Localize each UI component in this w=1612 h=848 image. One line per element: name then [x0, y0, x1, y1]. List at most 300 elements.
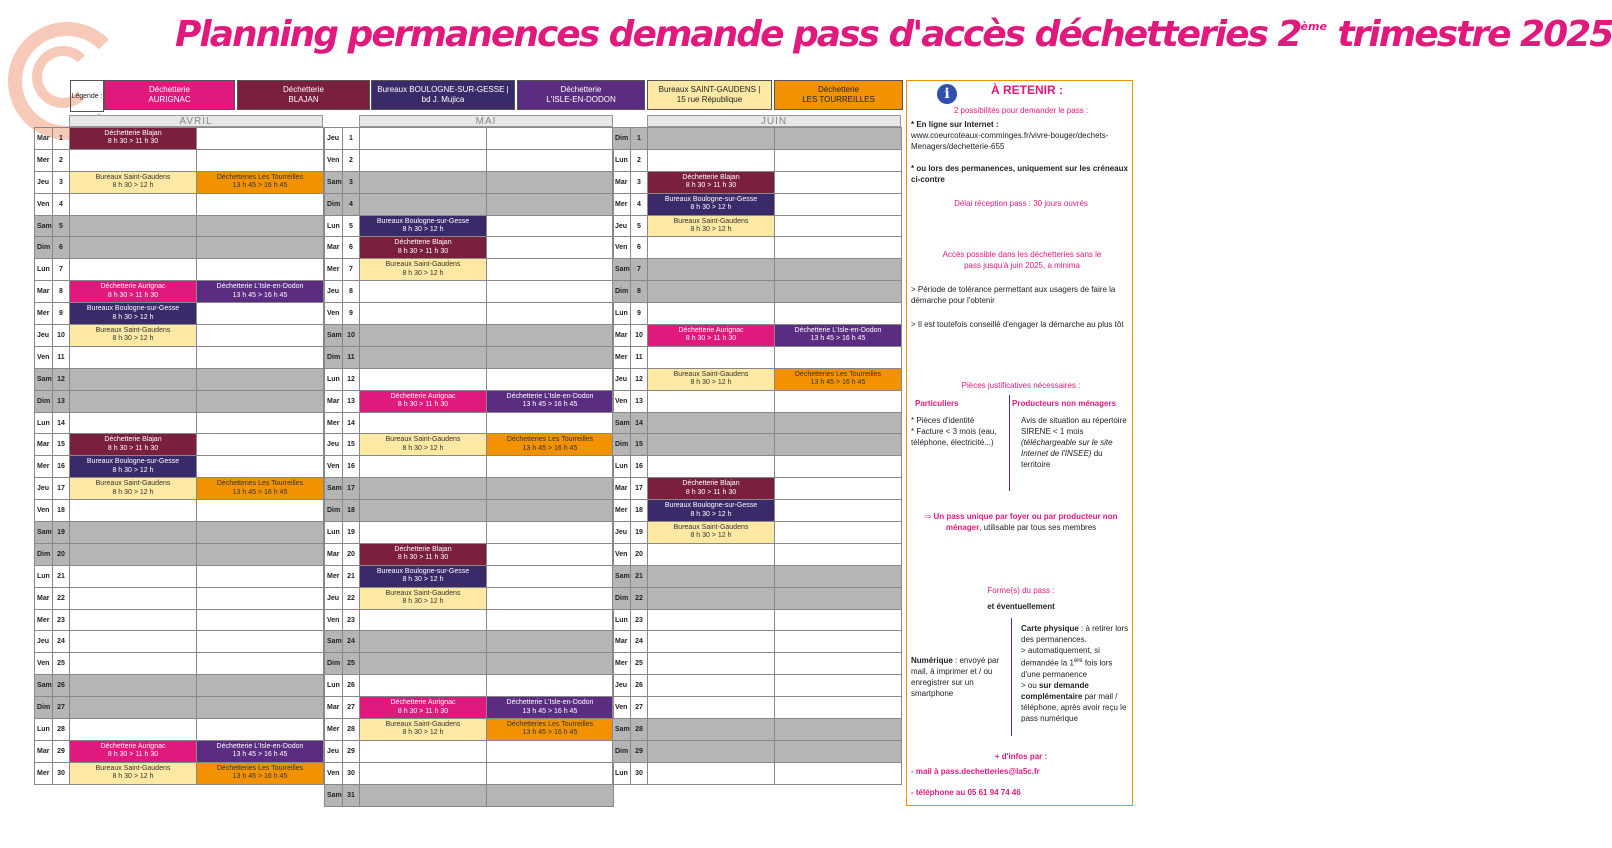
day-number: 19 [53, 522, 70, 544]
day-name: Sam [325, 171, 343, 193]
day-row [35, 478, 324, 500]
day-name: Sam [613, 719, 631, 741]
day-row [325, 303, 614, 325]
day-row [35, 631, 324, 653]
day-number: 18 [53, 500, 70, 522]
slot-empty [487, 171, 614, 193]
legend-item-line2: bd J. Mujica [421, 95, 465, 104]
possibilities: 2 possibilités pour demander le pass : [953, 106, 1089, 115]
slot-empty [360, 653, 487, 675]
legend-item-line2: 15 rue République [676, 95, 743, 104]
day-row [325, 171, 614, 193]
slot-empty [70, 193, 197, 215]
day-number: 12 [631, 368, 648, 390]
slot-place: Bureaux Boulogne-sur-Gesse [376, 217, 470, 225]
slot-hours: 13 h 45 > 16 h 45 [522, 401, 578, 409]
slot-empty [648, 653, 775, 675]
slot-empty [360, 149, 487, 171]
day-name: Sam [325, 631, 343, 653]
slot-empty [648, 697, 775, 719]
slot-empty [775, 740, 902, 762]
slot-place: Déchetteries Les Tourreilles [506, 720, 594, 728]
day-name: Ven [325, 456, 343, 478]
slot-empty [648, 719, 775, 741]
slot-place: Déchetterie L'Isle-en-Dodon [216, 283, 304, 291]
slot-hours: 13 h 45 > 16 h 45 [810, 335, 866, 343]
slot-empty [70, 675, 197, 697]
day-number: 23 [631, 609, 648, 631]
day-name: Lun [325, 675, 343, 697]
slot-hours: 8 h 30 > 12 h [112, 313, 154, 321]
legend-label: Légende : [70, 80, 104, 112]
month-header: AVRIL [69, 115, 323, 127]
slot-empty [487, 368, 614, 390]
slot-stg [648, 215, 775, 237]
day-number: 11 [343, 346, 360, 368]
slot-tour [197, 171, 324, 193]
day-row [35, 171, 324, 193]
day-name: Mer [613, 346, 631, 368]
slot-stg [360, 587, 487, 609]
day-row [35, 128, 324, 150]
slot-empty [360, 193, 487, 215]
slot-aurignac [360, 697, 487, 719]
slot-empty [487, 762, 614, 784]
day-number: 22 [343, 587, 360, 609]
slot-empty [487, 522, 614, 544]
slot-tour [197, 478, 324, 500]
forms-sub: et éventuellement [987, 602, 1055, 611]
slot-empty [775, 522, 902, 544]
day-row [325, 522, 614, 544]
day-row [325, 609, 614, 631]
slot-empty [775, 171, 902, 193]
day-number: 15 [631, 434, 648, 456]
slot-hours: 8 h 30 > 11 h 30 [107, 138, 159, 146]
slot-place: Bureaux Saint-Gaudens [385, 436, 461, 444]
slot-empty [197, 631, 324, 653]
day-row [325, 193, 614, 215]
slot-hours: 8 h 30 > 12 h [402, 729, 444, 737]
day-number: 3 [343, 171, 360, 193]
slot-empty [197, 215, 324, 237]
slot-hours: 8 h 30 > 11 h 30 [107, 751, 159, 759]
slot-empty [70, 346, 197, 368]
day-number: 1 [343, 128, 360, 150]
day-row [35, 281, 324, 303]
slot-empty [648, 740, 775, 762]
day-name: Mer [613, 193, 631, 215]
day-name: Dim [613, 587, 631, 609]
day-name: Lun [613, 609, 631, 631]
day-number: 28 [631, 719, 648, 741]
slot-empty [197, 303, 324, 325]
slot-empty [775, 237, 902, 259]
day-row [35, 434, 324, 456]
slot-empty [648, 609, 775, 631]
slot-empty [775, 149, 902, 171]
slot-empty [70, 522, 197, 544]
day-name: Mer [35, 303, 53, 325]
day-name: Jeu [613, 675, 631, 697]
slot-place: Bureaux Boulogne-sur-Gesse [86, 458, 180, 466]
slot-empty [648, 412, 775, 434]
slot-empty [360, 740, 487, 762]
slot-place: Bureaux Saint-Gaudens [673, 523, 749, 531]
day-row [325, 478, 614, 500]
day-name: Mer [325, 259, 343, 281]
day-number: 19 [343, 522, 360, 544]
contact-phone[interactable]: - téléphone au 05 61 94 74 46 [911, 788, 1021, 797]
slot-empty [487, 281, 614, 303]
day-name: Sam [325, 478, 343, 500]
day-row [325, 128, 614, 150]
slot-hours: 8 h 30 > 12 h [402, 598, 444, 606]
slot-hours: 8 h 30 > 12 h [690, 532, 732, 540]
day-number: 5 [343, 215, 360, 237]
day-row [325, 434, 614, 456]
day-name: Lun [325, 522, 343, 544]
online-url[interactable]: www.coeurcoteaux-comminges.fr/vivre-bouger/dechets-Menagers/dechetterie-655 [911, 131, 1109, 151]
day-name: Mar [35, 128, 53, 150]
day-row [35, 609, 324, 631]
day-row [613, 587, 902, 609]
slot-empty [360, 303, 487, 325]
day-number: 8 [53, 281, 70, 303]
day-row [35, 587, 324, 609]
month-header: MAI [359, 115, 613, 127]
day-name: Mar [325, 697, 343, 719]
day-number: 27 [631, 697, 648, 719]
day-row [613, 500, 902, 522]
day-name: Mer [35, 762, 53, 784]
day-row [35, 390, 324, 412]
slot-empty [487, 346, 614, 368]
slot-empty [70, 149, 197, 171]
day-number: 14 [631, 412, 648, 434]
card-text: Carte physique : à retirer lors des permanences. > automatiquement, si demandée la 1ère fois lors d'une permanence > ou sur demande complémentaire par mail / téléphone, après avoir reçu le pass numérique [1021, 624, 1129, 723]
day-number: 31 [343, 784, 360, 806]
slot-empty [70, 500, 197, 522]
slot-place: Bureaux Saint-Gaudens [95, 326, 171, 334]
col-producteurs-title: Producteurs non ménagers [1012, 399, 1117, 408]
slot-empty [70, 697, 197, 719]
tolerance-note: > Période de tolérance permettant aux usagers de faire la démarche pour l'obtenir [911, 285, 1116, 305]
slot-stg [70, 762, 197, 784]
slot-empty [197, 149, 324, 171]
slot-empty [775, 303, 902, 325]
slot-hours: 8 h 30 > 12 h [690, 204, 732, 212]
slot-empty [487, 543, 614, 565]
slot-empty [360, 128, 487, 150]
more-info-title: + d'infos par : [994, 752, 1048, 761]
day-row [325, 543, 614, 565]
day-name: Jeu [35, 631, 53, 653]
slot-hours: 8 h 30 > 11 h 30 [685, 182, 737, 190]
slot-empty [775, 565, 902, 587]
day-name: Jeu [613, 215, 631, 237]
day-row [613, 762, 902, 784]
day-row [325, 281, 614, 303]
slot-hours: 13 h 45 > 16 h 45 [232, 291, 288, 299]
slot-stg [360, 434, 487, 456]
day-name: Mar [613, 171, 631, 193]
day-number: 29 [631, 740, 648, 762]
day-row [325, 762, 614, 784]
day-name: Ven [325, 303, 343, 325]
slot-empty [197, 325, 324, 347]
slot-empty [648, 390, 775, 412]
day-name: Jeu [613, 522, 631, 544]
month-table [34, 127, 324, 785]
day-row [35, 215, 324, 237]
unique-pass-note: ⇨ Un pass unique par foyer ou par producteur non ménager, utilisable par tous ses membres [924, 512, 1118, 532]
day-row [613, 215, 902, 237]
day-row [325, 500, 614, 522]
slot-empty [197, 587, 324, 609]
slot-empty [487, 740, 614, 762]
day-row [613, 434, 902, 456]
day-name: Sam [35, 675, 53, 697]
slot-empty [775, 193, 902, 215]
slot-isle [487, 697, 614, 719]
slot-hours: 13 h 45 > 16 h 45 [810, 379, 866, 387]
day-name: Ven [35, 500, 53, 522]
slot-empty [197, 456, 324, 478]
day-number: 8 [343, 281, 360, 303]
day-number: 29 [53, 740, 70, 762]
slot-empty [197, 412, 324, 434]
slot-stg [360, 719, 487, 741]
day-row [325, 215, 614, 237]
slot-empty [197, 390, 324, 412]
day-number: 10 [53, 325, 70, 347]
day-name: Sam [325, 325, 343, 347]
day-number: 18 [631, 500, 648, 522]
day-number: 6 [53, 237, 70, 259]
day-number: 6 [343, 237, 360, 259]
slot-empty [648, 303, 775, 325]
slot-empty [775, 587, 902, 609]
slot-place: Bureaux Saint-Gaudens [673, 217, 749, 225]
day-number: 9 [53, 303, 70, 325]
day-number: 3 [631, 171, 648, 193]
day-number: 25 [53, 653, 70, 675]
slot-hours: 8 h 30 > 12 h [112, 182, 154, 190]
day-name: Lun [613, 762, 631, 784]
month-table [324, 127, 614, 807]
day-row [35, 500, 324, 522]
slot-empty [487, 128, 614, 150]
day-name: Ven [35, 193, 53, 215]
day-name: Jeu [35, 325, 53, 347]
slot-boulogne [648, 500, 775, 522]
day-row [325, 653, 614, 675]
slot-empty [775, 609, 902, 631]
digital-text: Numérique : envoyé par mail, à imprimer et / ou enregistrer sur un smartphone [911, 656, 1000, 698]
day-number: 20 [631, 543, 648, 565]
slot-empty [197, 368, 324, 390]
info-panel [906, 80, 1133, 806]
slot-empty [360, 631, 487, 653]
day-name: Dim [613, 281, 631, 303]
slot-place: Bureaux Saint-Gaudens [95, 764, 171, 772]
slot-aurignac [70, 740, 197, 762]
slot-empty [487, 412, 614, 434]
slot-empty [70, 587, 197, 609]
day-row [613, 719, 902, 741]
day-number: 17 [53, 478, 70, 500]
slot-empty [775, 675, 902, 697]
delay-note: Délai réception pass : 30 jours ouvrés [954, 199, 1088, 208]
day-row [613, 675, 902, 697]
slot-place: Déchetterie Aurignac [678, 326, 744, 334]
slot-empty [197, 609, 324, 631]
slot-hours: 13 h 45 > 16 h 45 [522, 729, 578, 737]
slot-hours: 8 h 30 > 11 h 30 [685, 335, 737, 343]
day-row [325, 675, 614, 697]
day-name: Mer [613, 653, 631, 675]
slot-stg [360, 259, 487, 281]
day-number: 2 [343, 149, 360, 171]
slot-empty [648, 259, 775, 281]
forms-title: Forme(s) du pass : [987, 586, 1055, 595]
day-row [35, 259, 324, 281]
slot-hours: 8 h 30 > 11 h 30 [107, 291, 159, 299]
slot-empty [360, 368, 487, 390]
legend-item [517, 80, 645, 110]
day-row [613, 346, 902, 368]
day-number: 21 [631, 565, 648, 587]
slot-place: Déchetterie Blajan [682, 480, 740, 488]
day-name: Jeu [613, 368, 631, 390]
day-number: 22 [53, 587, 70, 609]
slot-empty [197, 434, 324, 456]
slot-boulogne [648, 193, 775, 215]
day-row [325, 456, 614, 478]
day-row [613, 149, 902, 171]
day-row [613, 193, 902, 215]
slot-stg [70, 478, 197, 500]
day-number: 7 [631, 259, 648, 281]
slot-empty [487, 237, 614, 259]
slot-empty [487, 565, 614, 587]
slot-empty [197, 259, 324, 281]
slot-place: Bureaux Saint-Gaudens [385, 720, 461, 728]
day-row [325, 390, 614, 412]
day-number: 28 [53, 719, 70, 741]
slot-empty [197, 128, 324, 150]
day-number: 17 [343, 478, 360, 500]
slot-aurignac [360, 390, 487, 412]
slot-empty [360, 784, 487, 806]
slot-hours: 13 h 45 > 16 h 45 [232, 751, 288, 759]
slot-empty [487, 653, 614, 675]
day-row [613, 281, 902, 303]
day-name: Lun [613, 303, 631, 325]
day-name: Dim [325, 193, 343, 215]
day-row [325, 412, 614, 434]
slot-blajan [648, 478, 775, 500]
slot-empty [360, 478, 487, 500]
slot-boulogne [360, 565, 487, 587]
day-name: Mar [325, 390, 343, 412]
contact-mail[interactable]: - mail à pass.dechetteries@la5c.fr [911, 767, 1040, 776]
legend-item-line1: Bureaux BOULOGNE-SUR-GESSE | [377, 85, 509, 94]
slot-boulogne [70, 303, 197, 325]
slot-place: Déchetterie Blajan [104, 436, 162, 444]
slot-empty [648, 543, 775, 565]
slot-empty [487, 631, 614, 653]
col-producteurs-text: Avis de situation au répertoire SIRENE < 1 mois (téléchargeable sur le site Internet de l'INSEE) du territoire [1021, 416, 1127, 469]
divider [1009, 395, 1010, 491]
legend-item [371, 80, 515, 110]
slot-place: Bureaux Boulogne-sur-Gesse [86, 305, 180, 313]
slot-blajan [360, 237, 487, 259]
slot-hours: 8 h 30 > 11 h 30 [685, 488, 737, 496]
slot-hours: 8 h 30 > 11 h 30 [397, 401, 449, 409]
day-name: Lun [613, 149, 631, 171]
slot-empty [775, 762, 902, 784]
slot-empty [360, 346, 487, 368]
col-particuliers-line2: * Facture < 3 mois (eau, téléphone, électricité...) [911, 427, 997, 447]
day-name: Lun [35, 259, 53, 281]
slot-hours: 8 h 30 > 12 h [690, 510, 732, 518]
day-row [613, 543, 902, 565]
slot-empty [197, 522, 324, 544]
day-name: Mer [325, 412, 343, 434]
day-number: 6 [631, 237, 648, 259]
slot-empty [775, 281, 902, 303]
info-icon: i [937, 84, 957, 104]
slot-hours: 8 h 30 > 12 h [112, 488, 154, 496]
day-name: Ven [613, 237, 631, 259]
day-name: Ven [35, 653, 53, 675]
day-name: Dim [35, 237, 53, 259]
day-number: 17 [631, 478, 648, 500]
day-name: Mar [35, 587, 53, 609]
day-row [613, 653, 902, 675]
day-number: 13 [53, 390, 70, 412]
day-number: 13 [343, 390, 360, 412]
slot-place: Bureaux Saint-Gaudens [385, 589, 461, 597]
day-number: 10 [631, 325, 648, 347]
day-row [613, 478, 902, 500]
slot-empty [775, 719, 902, 741]
slot-hours: 8 h 30 > 12 h [112, 335, 154, 343]
day-row [35, 543, 324, 565]
day-number: 25 [343, 653, 360, 675]
day-number: 1 [53, 128, 70, 150]
slot-empty [70, 719, 197, 741]
slot-hours: 8 h 30 > 12 h [402, 444, 444, 452]
slot-hours: 8 h 30 > 12 h [402, 576, 444, 584]
day-name: Jeu [35, 478, 53, 500]
day-row [35, 456, 324, 478]
day-row [325, 565, 614, 587]
day-number: 2 [53, 149, 70, 171]
day-name: Mar [325, 237, 343, 259]
slot-empty [197, 500, 324, 522]
slot-empty [70, 543, 197, 565]
slot-tour [775, 368, 902, 390]
day-number: 24 [53, 631, 70, 653]
slot-empty [648, 631, 775, 653]
day-row [325, 740, 614, 762]
slot-empty [775, 456, 902, 478]
day-row [613, 609, 902, 631]
slot-blajan [648, 171, 775, 193]
